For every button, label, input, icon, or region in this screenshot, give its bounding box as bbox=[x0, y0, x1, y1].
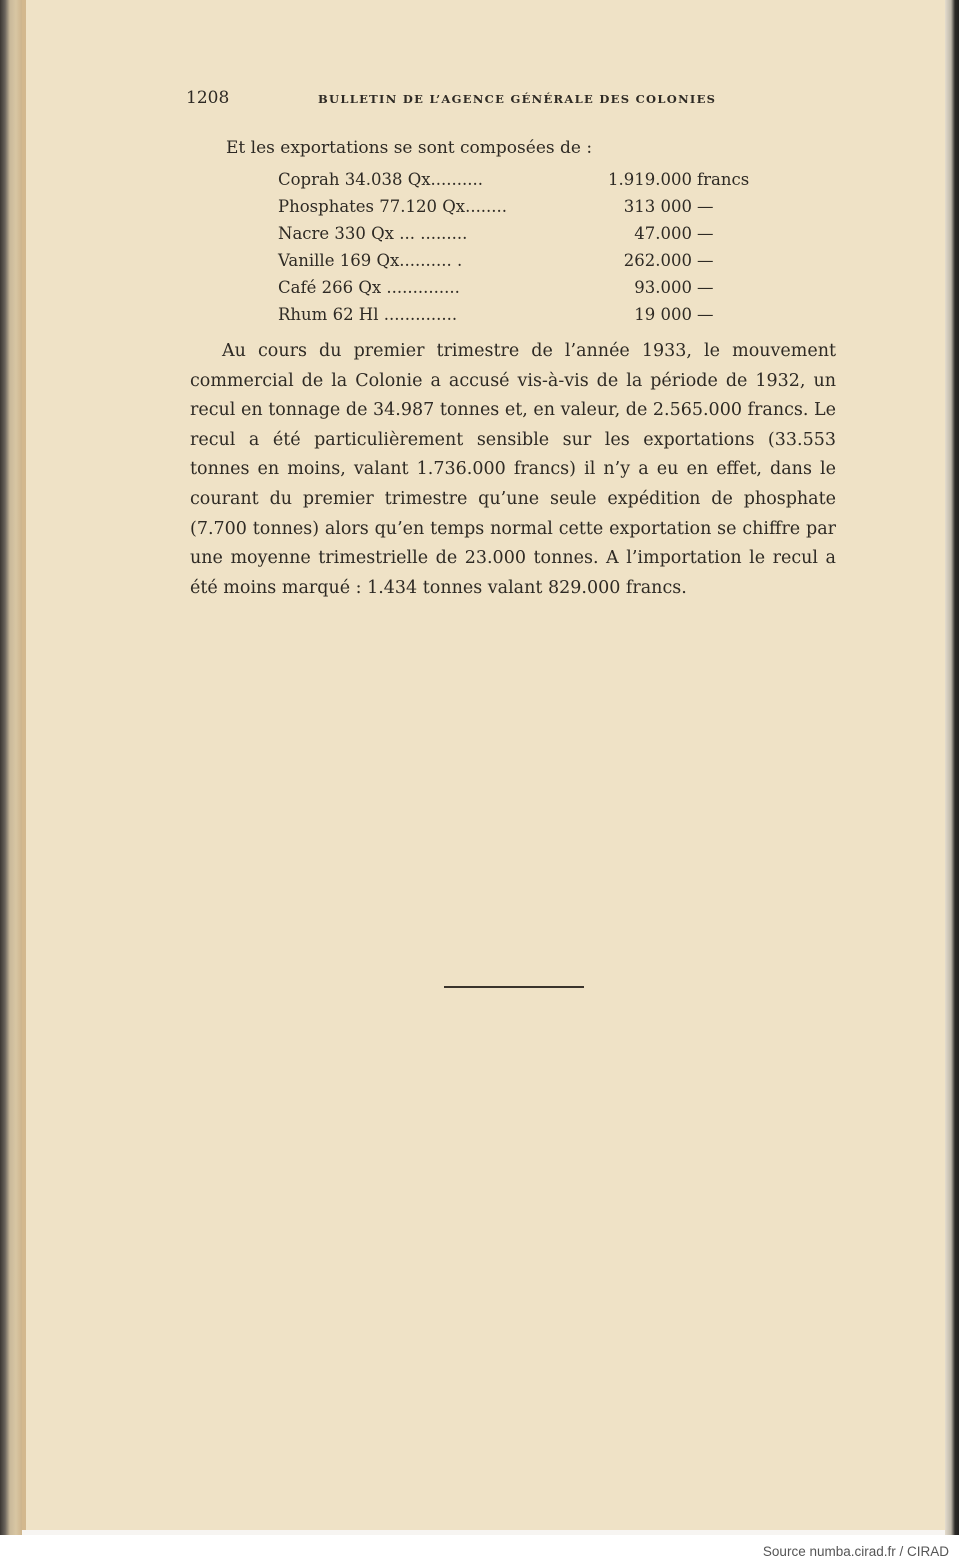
export-value: 19 000 bbox=[634, 305, 692, 324]
export-row bbox=[278, 305, 758, 332]
export-label: Phosphates 77.120 Qx........ bbox=[278, 197, 508, 216]
export-label: Vanille 169 Qx.......... . bbox=[278, 251, 463, 270]
exports-intro: Et les exportations se sont composées de : bbox=[226, 138, 593, 158]
export-value: 93.000 bbox=[634, 278, 692, 297]
export-unit: — bbox=[697, 197, 714, 216]
export-label: Rhum 62 Hl .............. bbox=[278, 305, 458, 324]
export-row bbox=[278, 170, 758, 197]
export-unit: — bbox=[697, 224, 714, 243]
scan-right-edge bbox=[945, 0, 959, 1535]
export-row bbox=[278, 278, 758, 305]
export-value: 262.000 bbox=[623, 251, 692, 270]
export-label: Café 266 Qx .............. bbox=[278, 278, 460, 297]
page-number: 1208 bbox=[186, 88, 230, 108]
export-row bbox=[278, 224, 758, 251]
export-unit: — bbox=[697, 278, 714, 297]
export-unit: francs bbox=[697, 170, 750, 189]
export-label: Coprah 34.038 Qx.......... bbox=[278, 170, 483, 189]
source-credit: Source numba.cirad.fr / CIRAD bbox=[762, 1544, 949, 1559]
book-binding-edge bbox=[0, 0, 22, 1535]
export-label: Nacre 330 Qx ... ......... bbox=[278, 224, 468, 243]
export-value: 313 000 bbox=[623, 197, 692, 216]
export-value: 1.919.000 bbox=[608, 170, 692, 189]
running-title: BULLETIN DE L’AGENCE GÉNÉRALE DES COLONIES bbox=[318, 92, 717, 106]
footer-bar bbox=[0, 1535, 959, 1566]
body-paragraph: Au cours du premier trimestre de l’année 1933, le mouvement commercial de la Colonie a accusé vis-à-vis de la période de 1932, un recul en tonnage de 34.987 tonnes et, en valeur, de 2.565.000 francs. Le recul a été particulièrement sensible sur les exportations (33.553 tonnes en moins, valant 1.736.000 francs) il n’y a eu en effet, dans le courant du premier trimestre qu’une seule expédition de phosphate (7.700 tonnes) alors qu’en temps normal cette exportation se chiffre par une moyenne trimestrielle de 23.000 tonnes. A l’importation le recul a été moins marqué : 1.434 tonnes valant 829.000 francs. bbox=[190, 341, 836, 598]
exports-list bbox=[278, 170, 758, 332]
export-unit: — bbox=[697, 251, 714, 270]
export-unit: — bbox=[697, 305, 714, 324]
section-end-rule bbox=[444, 986, 584, 988]
export-row bbox=[278, 197, 758, 224]
export-row bbox=[278, 251, 758, 278]
export-value: 47.000 bbox=[634, 224, 692, 243]
